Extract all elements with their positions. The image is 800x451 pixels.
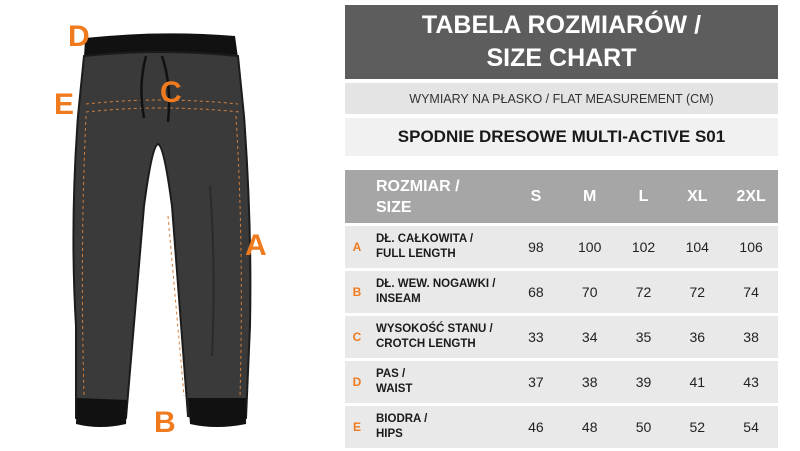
row-name <box>369 226 509 268</box>
row-name-line-1: WYSOKOŚĆ STANU / <box>376 323 493 335</box>
table-cell: 46 <box>509 406 563 448</box>
table-row <box>345 316 778 358</box>
row-name-line-2: CROTCH LENGTH <box>376 338 476 350</box>
table-cell: 100 <box>563 226 617 268</box>
table-cell: 106 <box>724 226 778 268</box>
table-cell: 98 <box>509 226 563 268</box>
row-name <box>369 406 509 448</box>
table-cell: 43 <box>724 361 778 403</box>
measurement-note: WYMIARY NA PŁASKO / FLAT MEASUREMENT (CM) <box>345 83 778 114</box>
table-cell: 36 <box>670 316 724 358</box>
chart-title <box>345 5 778 79</box>
size-label-line-2: SIZE <box>376 198 412 216</box>
size-header: XL <box>670 170 724 223</box>
table-cell: 102 <box>617 226 671 268</box>
title-line-1: TABELA ROZMIARÓW / <box>421 11 702 39</box>
header-letter-cell <box>345 170 369 223</box>
table-row <box>345 226 778 268</box>
table-cell: 38 <box>724 316 778 358</box>
table-cell: 72 <box>670 271 724 313</box>
row-name-line-1: PAS / <box>376 368 406 380</box>
size-table <box>345 167 778 451</box>
right-cuff <box>188 398 246 427</box>
row-name <box>369 316 509 358</box>
size-header: L <box>617 170 671 223</box>
table-header-row <box>345 170 778 223</box>
row-name <box>369 361 509 403</box>
table-row <box>345 361 778 403</box>
table-cell: 37 <box>509 361 563 403</box>
size-chart-panel <box>345 5 778 451</box>
table-cell: 54 <box>724 406 778 448</box>
table-row <box>345 406 778 448</box>
product-name: SPODNIE DRESOWE MULTI-ACTIVE S01 <box>345 118 778 156</box>
row-name-line-2: FULL LENGTH <box>376 248 456 260</box>
row-letter: B <box>345 271 369 313</box>
table-cell: 33 <box>509 316 563 358</box>
table-cell: 72 <box>617 271 671 313</box>
row-name-line-2: INSEAM <box>376 293 421 305</box>
label-d: D <box>68 20 90 53</box>
table-cell: 74 <box>724 271 778 313</box>
row-letter: E <box>345 406 369 448</box>
row-name <box>369 271 509 313</box>
label-b: B <box>154 406 176 439</box>
row-letter: C <box>345 316 369 358</box>
table-cell: 68 <box>509 271 563 313</box>
table-cell: 50 <box>617 406 671 448</box>
size-header: M <box>563 170 617 223</box>
header-size-label <box>369 170 509 223</box>
table-row <box>345 271 778 313</box>
row-letter: A <box>345 226 369 268</box>
row-letter: D <box>345 361 369 403</box>
size-label-line-1: ROZMIAR / <box>376 177 460 195</box>
left-cuff <box>76 398 127 427</box>
row-name-line-1: DŁ. CAŁKOWITA / <box>376 233 474 245</box>
label-a: A <box>245 229 267 262</box>
size-header: 2XL <box>724 170 778 223</box>
table-cell: 35 <box>617 316 671 358</box>
table-cell: 38 <box>563 361 617 403</box>
table-cell: 41 <box>670 361 724 403</box>
table-cell: 52 <box>670 406 724 448</box>
table-cell: 104 <box>670 226 724 268</box>
row-name-line-2: HIPS <box>376 428 403 440</box>
label-e: E <box>54 88 75 121</box>
table-cell: 48 <box>563 406 617 448</box>
row-name-line-1: DŁ. WEW. NOGAWKI / <box>376 278 496 290</box>
title-line-2: SIZE CHART <box>486 44 637 72</box>
table-cell: 34 <box>563 316 617 358</box>
size-header: S <box>509 170 563 223</box>
label-c: C <box>160 76 182 109</box>
table-cell: 39 <box>617 361 671 403</box>
table-cell: 70 <box>563 271 617 313</box>
row-name-line-2: WAIST <box>376 383 413 395</box>
row-name-line-1: BIODRA / <box>376 413 428 425</box>
